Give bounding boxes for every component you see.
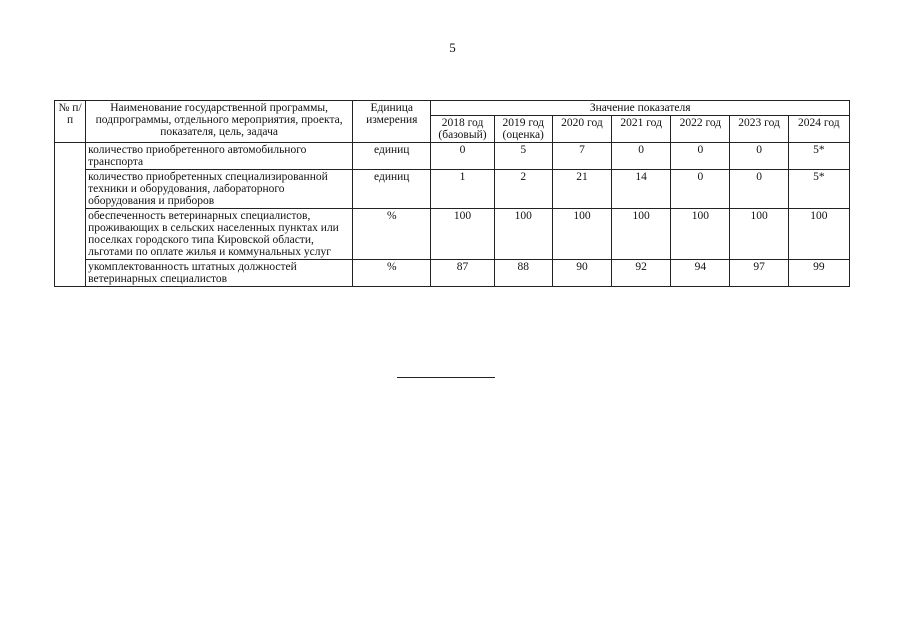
row-value: 100	[494, 209, 552, 260]
row-value: 0	[612, 143, 671, 170]
row-value: 1	[431, 170, 494, 209]
row-value: 2	[494, 170, 552, 209]
row-value: 5*	[788, 170, 849, 209]
header-unit: Единица измерения	[353, 101, 431, 143]
header-name: Наименование государственной программы, подпрограммы, отдельного мероприятия, проекта, показателя, цель, задача	[86, 101, 353, 143]
header-year: 2023 год	[730, 116, 788, 143]
row-name: количество приобретенных специализированной техники и оборудования, лабораторного оборудования и приборов	[86, 170, 353, 209]
table-row	[55, 209, 850, 260]
header-year: 2024 год	[788, 116, 849, 143]
header-year: 2020 год	[552, 116, 611, 143]
row-value: 0	[671, 143, 730, 170]
row-value: 0	[431, 143, 494, 170]
row-value: 14	[612, 170, 671, 209]
row-value: 5	[494, 143, 552, 170]
row-name: укомплектованность штатных должностей ветеринарных специалистов	[86, 260, 353, 287]
row-value: 94	[671, 260, 730, 287]
header-year: 2019 год (оценка)	[494, 116, 552, 143]
header-num: № п/п	[55, 101, 86, 143]
row-value: 0	[671, 170, 730, 209]
header-year: 2022 год	[671, 116, 730, 143]
indicators-table	[54, 100, 850, 287]
row-value: 5*	[788, 143, 849, 170]
row-value: 90	[552, 260, 611, 287]
row-value: 0	[730, 170, 788, 209]
row-unit: единиц	[353, 143, 431, 170]
row-num	[55, 143, 86, 287]
row-value: 87	[431, 260, 494, 287]
row-name: обеспеченность ветеринарных специалистов, проживающих в сельских населенных пунктах или поселках городского типа Кировской области, льготами по оплате жилья и коммунальных услуг	[86, 209, 353, 260]
row-unit: %	[353, 209, 431, 260]
row-value: 21	[552, 170, 611, 209]
footnote-separator-line	[397, 377, 495, 378]
row-value: 0	[730, 143, 788, 170]
row-value: 88	[494, 260, 552, 287]
page-number: 5	[449, 40, 456, 55]
row-name: количество приобретенного автомобильного транспорта	[86, 143, 353, 170]
row-value: 7	[552, 143, 611, 170]
header-year: 2018 год (базовый)	[431, 116, 494, 143]
row-unit: %	[353, 260, 431, 287]
table-row	[55, 260, 850, 287]
row-value: 100	[671, 209, 730, 260]
row-unit: единиц	[353, 170, 431, 209]
row-value: 100	[612, 209, 671, 260]
row-value: 99	[788, 260, 849, 287]
row-value: 97	[730, 260, 788, 287]
table-row	[55, 170, 850, 209]
row-value: 100	[730, 209, 788, 260]
row-value: 100	[788, 209, 849, 260]
row-value: 92	[612, 260, 671, 287]
header-row-top	[55, 101, 850, 116]
header-values-group: Значение показателя	[431, 101, 850, 116]
row-value: 100	[552, 209, 611, 260]
header-year: 2021 год	[612, 116, 671, 143]
row-value: 100	[431, 209, 494, 260]
table-row	[55, 143, 850, 170]
